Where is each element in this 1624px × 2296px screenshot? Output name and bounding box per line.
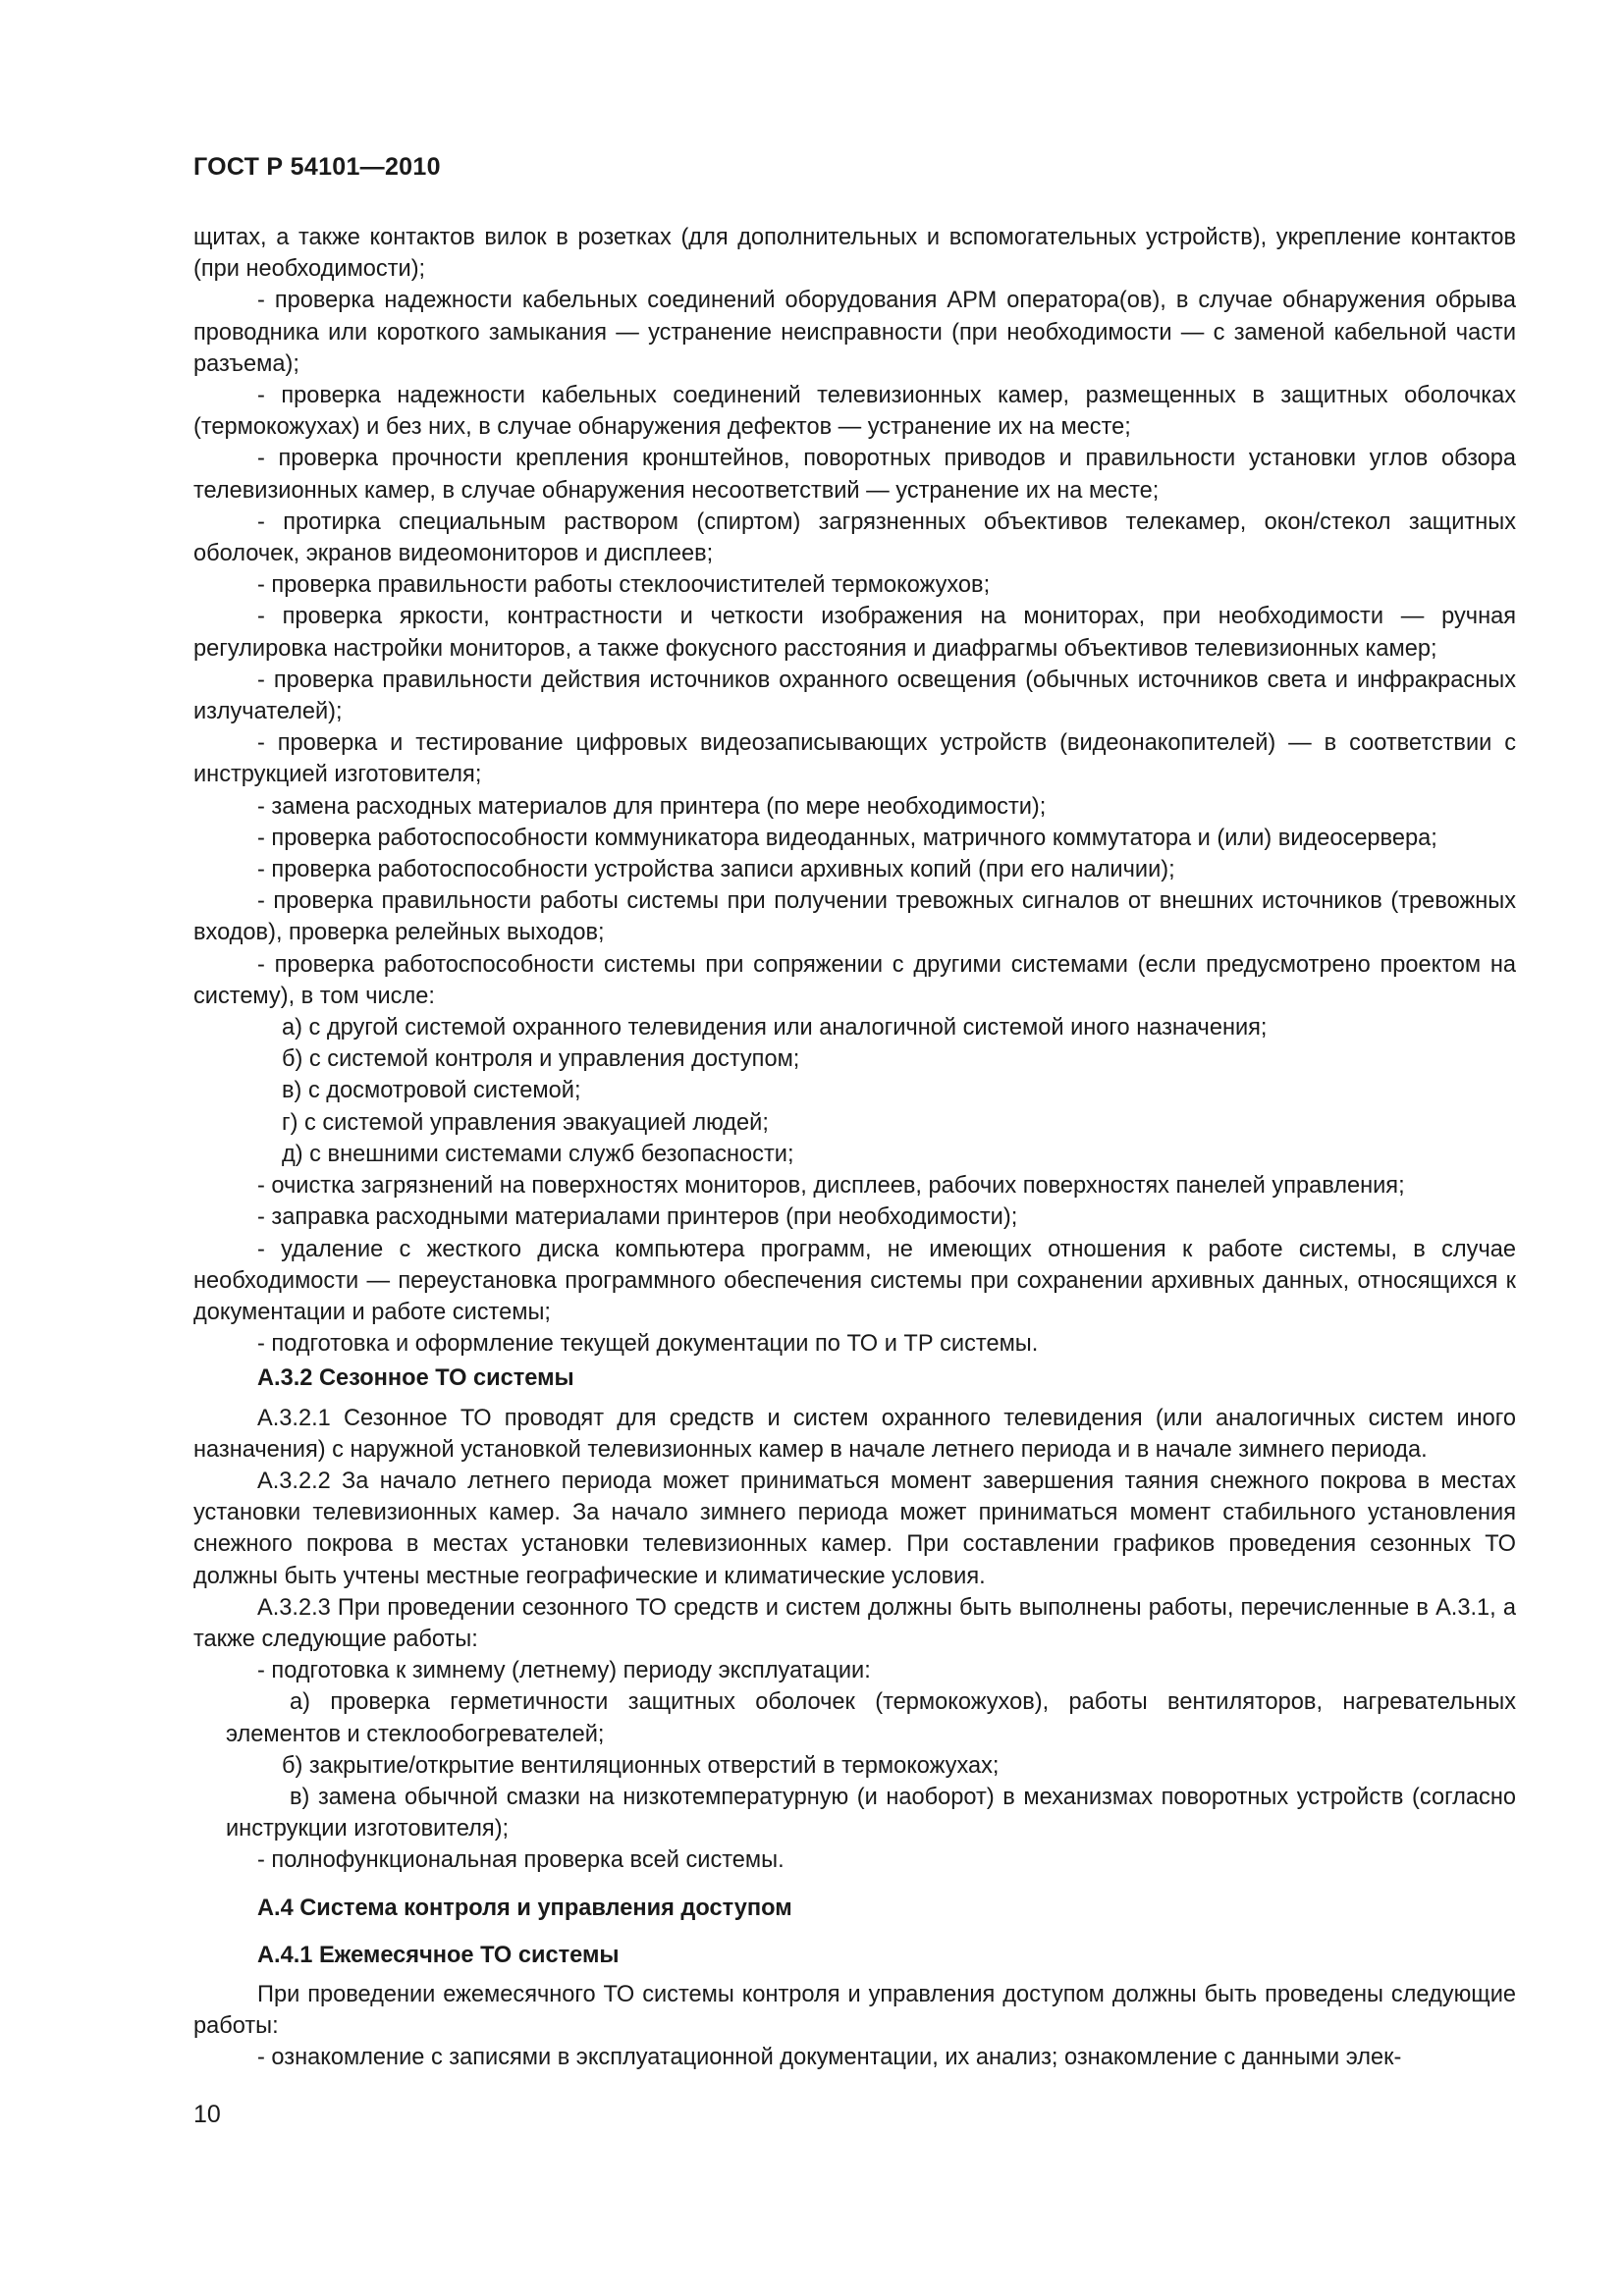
list-item: - проверка правильности работы системы при получении тревожных сигналов от внешних источников (тревожных входов), проверка релейных выходов;	[193, 888, 1516, 946]
paragraph: А.3.2.1 Сезонное ТО проводят для средств и систем охранного телевидения (или аналогичных систем иного назначения) с наружной установкой телевизионных камер в начале летнего периода и в начале зимнего периода.	[193, 1405, 1516, 1463]
section-heading: А.3.2 Сезонное ТО системы	[257, 1365, 574, 1392]
paragraph: А.3.2.2 За начало летнего периода может приниматься момент завершения таяния снежного покрова в местах установки телевизионных камер. За начало зимнего периода может приниматься момент стабильного установления снежного покрова в местах установки телевизионных камер. При составлении графиков проведения сезонных ТО должны быть учтены местные географические и климатические условия.	[193, 1468, 1516, 1589]
sub-list-item: б) с системой контроля и управления доступом;	[282, 1046, 800, 1073]
sub-list-item: г) с системой управления эвакуацией людей;	[282, 1109, 769, 1136]
sub-list-item: б) закрытие/открытие вентиляционных отверстий в термокожухах;	[282, 1752, 1000, 1779]
paragraph: А.3.2.3 При проведении сезонного ТО средств и систем должны быть выполнены работы, перечисленные в А.3.1, а также следующие работы:	[193, 1594, 1516, 1652]
list-item: - подготовка и оформление текущей документации по ТО и ТР системы.	[257, 1331, 1039, 1358]
paragraph: щитах, а также контактов вилок в розетках (для дополнительных и вспомогательных устройств), укрепление контактов (при необходимости);	[193, 225, 1516, 283]
list-item: - ознакомление с записями в эксплуатационной документации, их анализ; ознакомление с данными элек-	[257, 2045, 1402, 2071]
list-item: - проверка надежности кабельных соединений оборудования АРМ оператора(ов), в случае обнаружения обрыва проводника или короткого замыкания — устранение неисправности (при необходимости — с заменой кабельной части разъема);	[193, 288, 1516, 377]
list-item: - проверка и тестирование цифровых видеозаписывающих устройств (видеонакопителей) — в соответствии с инструкцией изготовителя;	[193, 730, 1516, 788]
list-item: - подготовка к зимнему (летнему) периоду эксплуатации:	[257, 1658, 871, 1684]
list-item: - протирка специальным раствором (спиртом) загрязненных объективов телекамер, окон/стекол защитных оболочек, экранов видеомониторов и дисплеев;	[193, 508, 1516, 567]
section-heading: А.4 Система контроля и управления доступом	[257, 1895, 792, 1921]
list-item: - проверка правильности действия источников охранного освещения (обычных источников света и инфракрасных излучателей);	[193, 667, 1516, 725]
list-item: - полнофункциональная проверка всей системы.	[257, 1847, 785, 1874]
sub-list-item: д) с внешними системами служб безопасности;	[282, 1141, 794, 1167]
list-item: - удаление с жесткого диска компьютера программ, не имеющих отношения к работе системы, в случае необходимости — переустановка программного обеспечения системы при сохранении архивных данных, относящихся к документации и работе системы;	[193, 1236, 1516, 1325]
list-item: - проверка надежности кабельных соединений телевизионных камер, размещенных в защитных оболочках (термокожухах) и без них, в случае обнаружения дефектов — устранение их на месте;	[193, 383, 1516, 441]
sub-list-item: в) с досмотровой системой;	[282, 1078, 581, 1104]
list-item: - проверка правильности работы стеклоочистителей термокожухов;	[257, 572, 991, 599]
list-item: - проверка работоспособности устройства записи архивных копий (при его наличии);	[257, 857, 1175, 883]
sub-list-item: а) с другой системой охранного телевидения или аналогичной системой иного назначения;	[282, 1015, 1268, 1041]
list-item: - проверка яркости, контрастности и четкости изображения на мониторах, при необходимости — ручная регулировка настройки мониторов, а также фокусного расстояния и диафрагмы объективов телевизионных камер;	[193, 604, 1516, 662]
paragraph: При проведении ежемесячного ТО системы контроля и управления доступом должны быть проведены следующие работы:	[193, 1981, 1516, 2040]
page-number: 10	[193, 2101, 221, 2128]
sub-list-item: в) замена обычной смазки на низкотемпературную (и наоборот) в механизмах поворотных устройств (согласно инструкции изготовителя);	[226, 1784, 1516, 1842]
list-item: - проверка работоспособности системы при сопряжении с другими системами (если предусмотрено проектом на систему), в том числе:	[193, 951, 1516, 1009]
subsection-heading: А.4.1 Ежемесячное ТО системы	[257, 1942, 620, 1968]
list-item: - заправка расходными материалами принтеров (при необходимости);	[257, 1204, 1018, 1231]
document-body	[193, 222, 1516, 2074]
list-item: - проверка работоспособности коммуникатора видеоданных, матричного коммутатора и (или) видеосервера;	[257, 825, 1437, 851]
list-item: - очистка загрязнений на поверхностях мониторов, дисплеев, рабочих поверхностях панелей управления;	[257, 1173, 1405, 1200]
sub-list-item: а) проверка герметичности защитных оболочек (термокожухов), работы вентиляторов, нагревательных элементов и стеклообогревателей;	[226, 1689, 1516, 1747]
list-item: - замена расходных материалов для принтера (по мере необходимости);	[257, 793, 1047, 820]
list-item: - проверка прочности крепления кронштейнов, поворотных приводов и правильности установки углов обзора телевизионных камер, в случае обнаружения несоответствий — устранение их на месте;	[193, 446, 1516, 504]
document-code-header: ГОСТ Р 54101—2010	[193, 153, 441, 181]
